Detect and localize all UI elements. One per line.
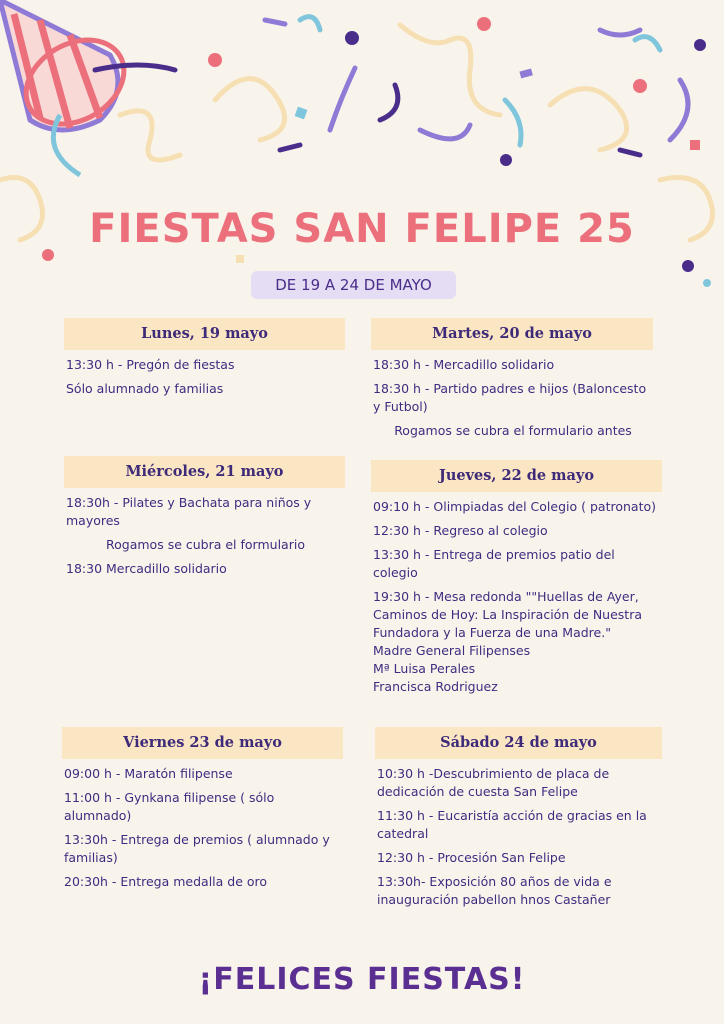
closing-greeting: ¡FELICES FIESTAS! <box>198 962 526 997</box>
event-note: Rogamos se cubra el formulario antes <box>394 423 632 438</box>
day-monday <box>64 318 345 398</box>
event-item: 20:30h - Entrega medalla de oro <box>64 874 268 889</box>
day-heading: Martes, 20 de mayo <box>371 318 653 350</box>
event-item: 18:30 h - Mercadillo solidario <box>373 357 555 372</box>
speaker-name: Madre General Filipenses <box>373 643 531 658</box>
date-range-badge: DE 19 A 24 DE MAYO <box>251 271 456 299</box>
event-item: 09:00 h - Maratón filipense <box>64 766 233 781</box>
event-item: 13:30 h - Pregón de fiestas <box>66 357 235 372</box>
day-heading: Sábado 24 de mayo <box>375 727 662 759</box>
event-item: 13:30h - Entrega de premios ( alumnado y familias) <box>64 832 330 865</box>
day-heading: Viernes 23 de mayo <box>62 727 343 759</box>
event-note: Rogamos se cubra el formulario <box>106 537 305 552</box>
day-heading: Lunes, 19 mayo <box>64 318 345 350</box>
day-heading: Jueves, 22 de mayo <box>371 460 662 492</box>
event-item: 12:30 h - Regreso al colegio <box>373 523 548 538</box>
day-wednesday <box>64 456 345 578</box>
page-title: FIESTAS SAN FELIPE 25 <box>89 206 635 252</box>
speaker-name: Francisca Rodriguez <box>373 679 498 694</box>
event-item: 13:30 h - Entrega de premios patio del colegio <box>373 547 615 580</box>
event-item: 11:00 h - Gynkana filipense ( sólo alumnado) <box>64 790 275 823</box>
event-item: 10:30 h -Descubrimiento de placa de dedicación de cuesta San Felipe <box>377 766 610 799</box>
event-item: 18:30h - Pilates y Bachata para niños y mayores <box>66 495 312 528</box>
event-item: 18:30 Mercadillo solidario <box>66 561 227 576</box>
event-item: 13:30h- Exposición 80 años de vida e inauguración pabellon hnos Castañer <box>377 874 612 907</box>
event-item: 19:30 h - Mesa redonda ""Huellas de Ayer, Caminos de Hoy: La Inspiración de Nuestra Fundadora y la Fuerza de una Madre." <box>373 589 643 640</box>
event-item: 12:30 h - Procesión San Felipe <box>377 850 566 865</box>
day-tuesday <box>371 318 653 440</box>
event-item: 18:30 h - Partido padres e hijos (Baloncesto y Futbol) <box>373 381 647 414</box>
event-item: 09:10 h - Olimpiadas del Colegio ( patronato) <box>373 499 656 514</box>
event-item: Sólo alumnado y familias <box>66 381 224 396</box>
speaker-name: Mª Luisa Perales <box>373 661 476 676</box>
party-hat-icon <box>0 0 139 175</box>
day-thursday <box>371 460 662 696</box>
day-saturday <box>375 727 662 909</box>
day-heading: Miércoles, 21 mayo <box>64 456 345 488</box>
day-friday <box>62 727 343 891</box>
event-item: 11:30 h - Eucaristía acción de gracias en la catedral <box>377 808 647 841</box>
